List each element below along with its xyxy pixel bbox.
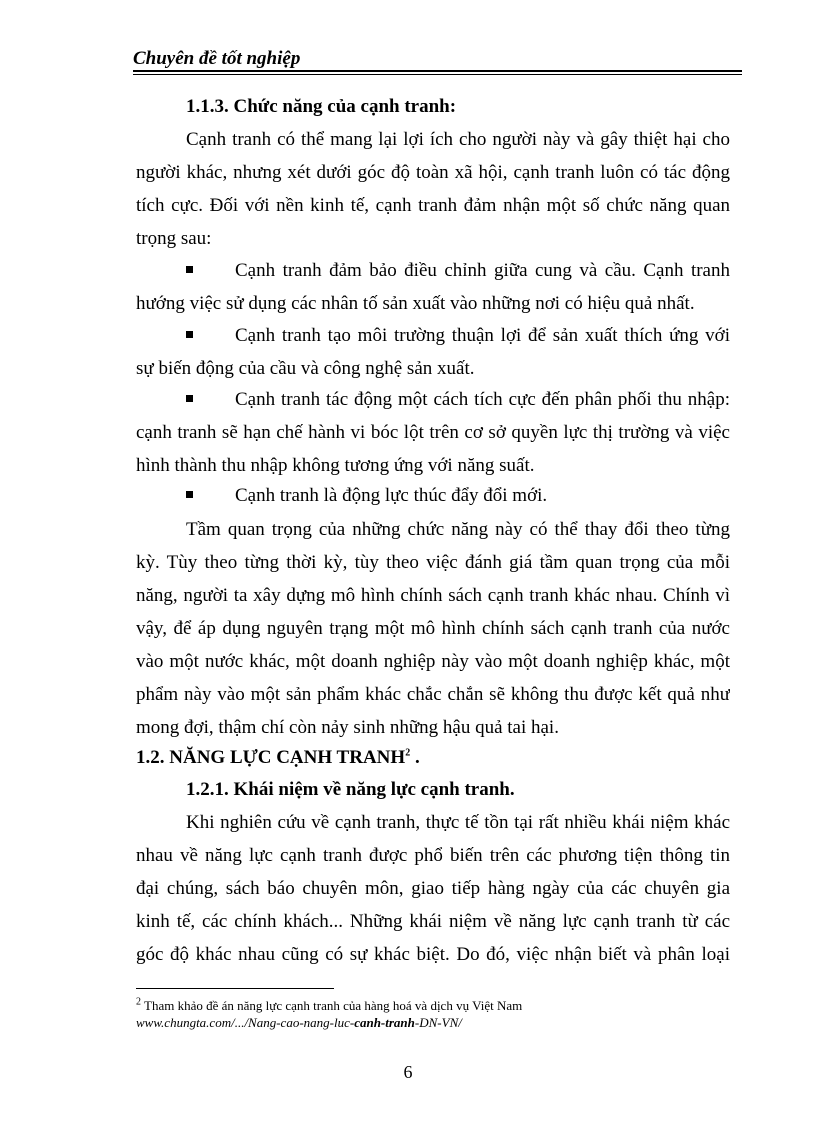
intro-line: người khác, nhưng xét dưới góc độ toàn xã hội, cạnh tranh luôn có tác động: [136, 162, 730, 183]
header-rule-thin: [133, 74, 742, 75]
page-number: 6: [403, 1062, 413, 1082]
bullet-icon: [186, 395, 193, 402]
page-header-title: Chuyên đề tốt nghiệp: [133, 48, 301, 69]
footnote-url-pre: www.chungta.com/.../Nang-cao-nang-luc-: [136, 1015, 355, 1030]
bullet-icon: [186, 491, 193, 498]
importance-line: kỳ. Tùy theo từng thời kỳ, tùy theo việc đánh giá tầm quan trọng của mỗi: [136, 552, 730, 573]
footnote-url-post: -DN-VN/: [414, 1015, 462, 1030]
concept-line: Khi nghiên cứu về cạnh tranh, thực tế tồn tại rất nhiều khái niệm khác: [186, 812, 730, 833]
bullet3-line: hình thành thu nhập không tương ứng với năng suất.: [136, 455, 535, 476]
section-heading-1-2-text: 1.2. NĂNG LỰC CẠNH TRANH: [136, 747, 406, 768]
concept-line: góc độ khác nhau cũng có sự khác biệt. Do đó, việc nhận biết và phân loại: [136, 944, 730, 965]
importance-line: mong đợi, thậm chí còn nảy sinh những hậu quả tai hại.: [136, 717, 559, 738]
intro-line: Cạnh tranh có thể mang lại lợi ích cho người này và gây thiệt hại cho: [186, 129, 730, 150]
importance-line: phẩm này vào một sản phẩm khác chắc chắn sẽ không thu được kết quả như: [136, 684, 730, 705]
footnote-body: Tham khảo đề án năng lực cạnh tranh của hàng hoá và dịch vụ Việt Nam: [141, 998, 523, 1013]
section-heading-1-2: [136, 746, 730, 770]
intro-line: tích cực. Đối với nền kinh tế, cạnh tranh đảm nhận một số chức năng quan: [136, 195, 730, 216]
bullet1-line: Cạnh tranh đảm bảo điều chỉnh giữa cung và cầu. Cạnh tranh: [235, 260, 730, 281]
importance-line: năng, người ta xây dựng mô hình chính sách cạnh tranh khác nhau. Chính vì: [136, 585, 730, 606]
concept-line: kinh tế, các chính khách... Những khái niệm về năng lực cạnh tranh từ các: [136, 911, 730, 932]
footnote-separator: [136, 988, 334, 989]
footnote-text: [136, 998, 522, 1014]
section-heading-1-2-1: 1.2.1. Khái niệm về năng lực cạnh tranh.: [186, 779, 515, 800]
footnote-url-bold: canh-tranh: [354, 1015, 415, 1030]
section-heading-1-2-tail: .: [410, 747, 420, 768]
importance-line: vào một nước khác, một doanh nghiệp này vào một doanh nghiệp khác, một: [136, 651, 730, 672]
footnote-ref: 2: [405, 747, 411, 759]
bullet3-line: Cạnh tranh tác động một cách tích cực đến phân phối thu nhập:: [235, 389, 730, 410]
importance-line: vậy, để áp dụng nguyên trạng một mô hình chính sách cạnh tranh của nước: [136, 618, 730, 639]
bullet2-line: Cạnh tranh tạo môi trường thuận lợi để sản xuất thích ứng với: [235, 325, 730, 346]
bullet1-line: hướng việc sử dụng các nhân tố sản xuất vào những nơi có hiệu quả nhất.: [136, 293, 695, 314]
header-rule: [133, 70, 742, 72]
bullet3-line: cạnh tranh sẽ hạn chế hành vi bóc lột trên cơ sở quyền lực thị trường và việc: [136, 422, 730, 443]
importance-line: Tầm quan trọng của những chức năng này có thể thay đổi theo từng: [186, 519, 730, 540]
footnote-mark: 2: [136, 996, 141, 1008]
intro-line: trọng sau:: [136, 228, 212, 249]
concept-line: nhau về năng lực cạnh tranh được phổ biến trên các phương tiện thông tin: [136, 845, 730, 866]
bullet4-line: Cạnh tranh là động lực thúc đẩy đổi mới.: [235, 485, 548, 506]
footnote-url[interactable]: [136, 1015, 462, 1031]
concept-line: đại chúng, sách báo chuyên môn, giao tiếp hàng ngày của các chuyên gia: [136, 878, 730, 899]
section-heading-1-1-3: 1.1.3. Chức năng của cạnh tranh:: [186, 96, 457, 117]
bullet2-line: sự biến động của cầu và công nghệ sản xuất.: [136, 358, 475, 379]
bullet-icon: [186, 331, 193, 338]
bullet-icon: [186, 266, 193, 273]
